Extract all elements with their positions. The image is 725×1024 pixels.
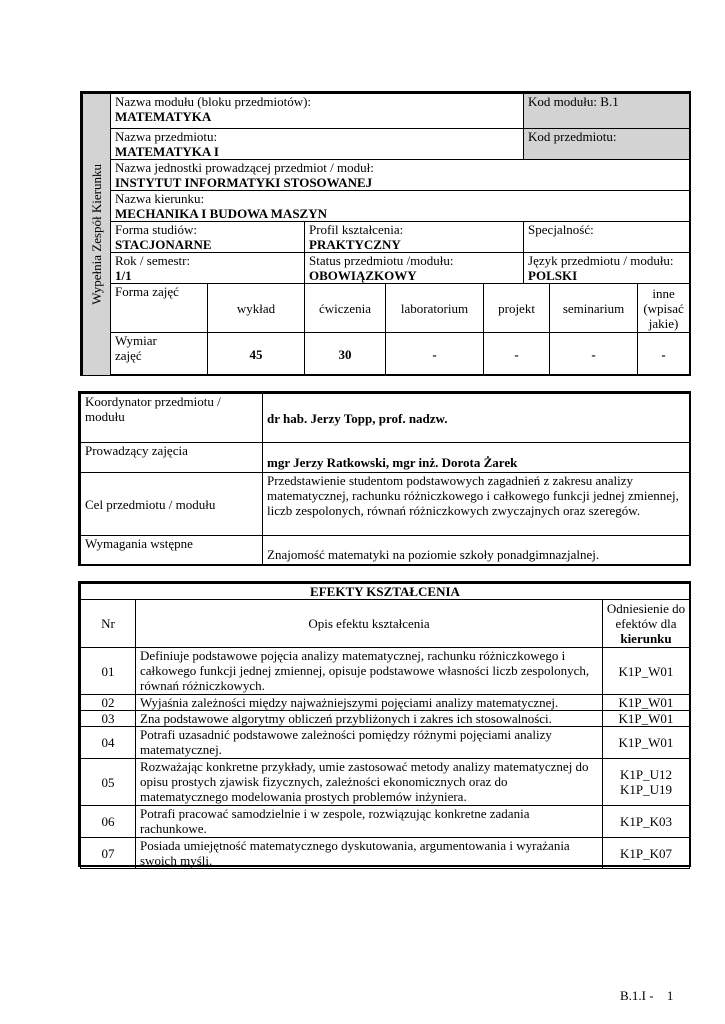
subject-code-label: Kod przedmiotu: [528, 129, 617, 144]
row-ref: K1P_W01 [603, 711, 690, 727]
requirements-value: Znajomość matematyki na poziomie szkoły ponadgimnazjalnej. [263, 536, 690, 565]
outcomes-card [78, 581, 691, 867]
module-name: MATEMATYKA [115, 109, 212, 124]
row-ref: K1P_K03 [603, 806, 690, 838]
row-desc: Zna podstawowe algorytmy obliczeń przybliżonych i zakres ich stosowalności. [136, 711, 603, 727]
col-ref-label: Odniesienie do efektów dla [606, 601, 686, 631]
class-form-project: projekt [484, 284, 550, 333]
year: 1/1 [115, 268, 132, 283]
subject-code-cell [524, 129, 690, 160]
row-desc: Posiada umiejętność matematycznego dyskutowania, argumentowania i wyrażania swoich myśli. [136, 838, 603, 869]
field-name: MECHANIKA I BUDOWA MASZYN [115, 206, 327, 221]
language-label: Język przedmiotu / modułu: [528, 253, 674, 268]
study-form-label: Forma studiów: [115, 222, 197, 237]
goal-label: Cel przedmiotu / modułu [81, 473, 263, 536]
table-row [81, 806, 690, 838]
row-desc: Potrafi pracować samodzielnie i w zespole, rozwiązując konkretne zadania rachunkowe. [136, 806, 603, 838]
hours-label: Wymiar zajęć [115, 333, 157, 363]
row-nr: 03 [81, 711, 136, 727]
row-ref: K1P_K07 [603, 838, 690, 869]
side-label-cell [83, 94, 111, 376]
class-form-seminar: seminarium [550, 284, 638, 333]
row-ref: K1P_U12 K1P_U19 [603, 759, 690, 806]
row-desc: Potrafi uzasadnić podstawowe zależności pomiędzy różnymi pojęciami analizy matematycznej. [136, 727, 603, 759]
module-code-label: Kod modułu: B.1 [528, 94, 619, 109]
subject-name-label: Nazwa przedmiotu: [115, 129, 218, 144]
col-desc-header: Opis efektu kształcenia [136, 600, 603, 648]
study-form: STACJONARNE [115, 237, 212, 252]
field-label: Nazwa kierunku: [115, 191, 205, 206]
table-row [81, 648, 690, 695]
requirements-label: Wymagania wstępne [81, 536, 263, 565]
year-cell [111, 253, 305, 284]
page-code: B.1.I - [620, 988, 654, 1003]
field-cell [111, 191, 690, 222]
hours-seminar: - [550, 333, 638, 376]
status-cell [305, 253, 524, 284]
hours-other: - [638, 333, 690, 376]
profile-label: Profil kształcenia: [309, 222, 404, 237]
language-cell [524, 253, 690, 284]
table-row [81, 838, 690, 869]
hours-project: - [484, 333, 550, 376]
coordinator-card [78, 391, 691, 566]
row-nr: 04 [81, 727, 136, 759]
hours-lecture: 45 [208, 333, 305, 376]
table-row [81, 695, 690, 711]
col-ref-header [603, 600, 690, 648]
class-form-lecture: wykład [208, 284, 305, 333]
hours-laboratory: - [386, 333, 484, 376]
goal-value: Przedstawienie studentom podstawowych zagadnień z zakresu analizy matematycznej, rachunku różniczkowego i całkowego funkcji jednej zmiennej, liczb zespolonych, równań różniczkowych zwyczajnych oraz szeregów. [263, 473, 690, 536]
module-card [80, 91, 691, 376]
table-row [81, 727, 690, 759]
row-nr: 02 [81, 695, 136, 711]
col-ref-bold: kierunku [620, 631, 672, 646]
subject-name-cell [111, 129, 524, 160]
row-desc: Rozważając konkretne przykłady, umie zastosować metody analizy matematycznej do opisu prostych zjawisk fizycznych, zależności ekonomicznych oraz do matematycznego modelowania prostych problemów inżyniera. [136, 759, 603, 806]
status: OBOWIĄZKOWY [309, 268, 417, 283]
coordinator-label: Koordynator przedmiotu / modułu [81, 394, 263, 443]
outcomes-title: EFEKTY KSZTAŁCENIA [81, 584, 690, 600]
hours-label-cell [111, 333, 208, 376]
module-name-label: Nazwa modułu (bloku przedmiotów): [115, 94, 312, 109]
row-nr: 05 [81, 759, 136, 806]
profile-cell [305, 222, 524, 253]
module-name-cell [111, 94, 524, 129]
row-nr: 07 [81, 838, 136, 869]
year-label: Rok / semestr: [115, 253, 191, 268]
class-form-exercises: ćwiczenia [305, 284, 386, 333]
status-label: Status przedmiotu /modułu: [309, 253, 454, 268]
class-form-other: inne (wpisać jakie) [638, 284, 690, 333]
teachers-value: mgr Jerzy Ratkowski, mgr inż. Dorota Żarek [263, 443, 690, 473]
class-form-laboratory: laboratorium [386, 284, 484, 333]
row-nr: 06 [81, 806, 136, 838]
subject-name: MATEMATYKA I [115, 144, 219, 159]
study-form-cell [111, 222, 305, 253]
specialty-cell [524, 222, 690, 253]
unit-name: INSTYTUT INFORMATYKI STOSOWANEJ [115, 175, 373, 190]
col-nr-header: Nr [81, 600, 136, 648]
unit-cell [111, 160, 690, 191]
specialty-label: Specjalność: [528, 222, 594, 237]
unit-label: Nazwa jednostki prowadzącej przedmiot / moduł: [115, 160, 374, 175]
language: POLSKI [528, 268, 578, 283]
class-form-label: Forma zajęć [115, 284, 179, 299]
side-label: Wypełnia Zespół Kierunku [89, 164, 104, 305]
table-row [81, 711, 690, 727]
page-number: 1 [666, 988, 674, 1003]
row-ref: K1P_W01 [603, 727, 690, 759]
row-nr: 01 [81, 648, 136, 695]
page-footer [620, 988, 690, 1003]
row-ref: K1P_W01 [603, 648, 690, 695]
table-row [81, 759, 690, 806]
hours-exercises: 30 [305, 333, 386, 376]
module-code-cell [524, 94, 690, 129]
row-desc: Wyjaśnia zależności między najważniejszymi pojęciami analizy matematycznej. [136, 695, 603, 711]
profile: PRAKTYCZNY [309, 237, 401, 252]
class-form-label-cell [111, 284, 208, 333]
teachers-label: Prowadzący zajęcia [81, 443, 263, 473]
coordinator-value: dr hab. Jerzy Topp, prof. nadzw. [263, 394, 690, 443]
row-desc: Definiuje podstawowe pojęcia analizy matematycznej, rachunku różniczkowego i całkowego funkcji jednej zmiennej, opisuje podstawowe własności liczb zespolonych, równań różniczkowych. [136, 648, 603, 695]
row-ref: K1P_W01 [603, 695, 690, 711]
